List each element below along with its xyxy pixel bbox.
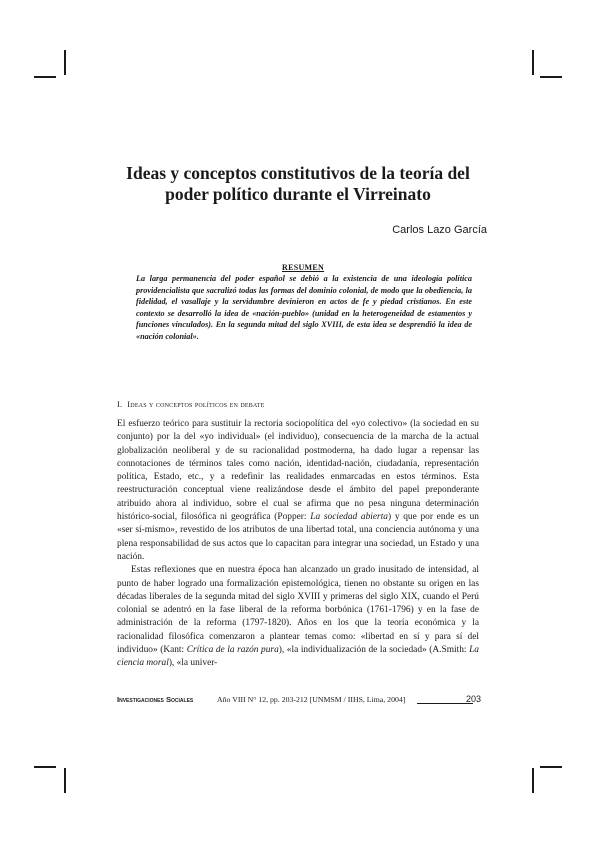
crop-mark (64, 768, 66, 793)
crop-mark (34, 76, 56, 78)
body-text (117, 418, 479, 671)
journal-name: Investigaciones Sociales (117, 695, 194, 704)
crop-mark (540, 766, 562, 768)
crop-mark (64, 50, 66, 75)
footer-rule (417, 703, 473, 704)
paragraph: El esfuerzo teórico para sustituir la rectoría sociopolítica del «yo colectivo» (la sociedad en su conjunto) por la del «yo individual» (el individuo), consecuencia de la marcha de la actual globalización neoliberal y de su racionalidad postmoderna, ha dado lugar a repensar las connotaciones de términos tales como nación, identidad-nación, ciudadanía, representación política, Estado, etc., y a redefinir las realidades enmarcadas en estos términos. Esta reestructuración conceptual viene realizándose desde el ámbito del papel preponderante atribuido ahora al individuo, sobre el cual se afirma que no pesa ninguna determinación histórico-social, filosófica ni geográfica (Popper: La sociedad abierta) y que por ende es un «ser sí-mismo», revestido de los atributos de una libertad total, una conciencia autónoma y una plena responsabilidad de sus actos que lo capacitan para integrar una sociedad, un Estado y una nación. (117, 419, 479, 562)
section-heading (117, 400, 265, 409)
author-name: Carlos Lazo García (392, 224, 487, 236)
abstract-heading: RESUMEN (282, 263, 325, 272)
crop-mark (540, 76, 562, 78)
page-number: 203 (465, 694, 481, 704)
crop-mark (532, 50, 534, 75)
crop-mark (34, 766, 56, 768)
page-footer (117, 695, 479, 709)
crop-mark (532, 768, 534, 793)
abstract-text: La larga permanencia del poder español se debió a la existencia de una ideología política providencialista que sacralizó todas las formas del dominio colonial, de modo que la obediencia, la fidelidad, el vasallaje y la servidumbre devinieron en actos de fe y piedad cristianos. En este contexto se desarrolló la idea de «nación-pueblo» (unidad en la heterogeneidad de estamentos y funciones vinculados). En la segunda mitad del siglo XVIII, de esta idea se desprendió la idea de «nación colonial». (136, 274, 472, 341)
article-title: Ideas y conceptos constitutivos de la teoría del poder político durante el Virreinato (126, 163, 470, 204)
section-title: Ideas y conceptos políticos en debate (127, 400, 265, 409)
paragraph: Estas reflexiones que en nuestra época han alcanzado un grado inusitado de intensidad, al punto de haber logrado una formalización epistemológica, tienen no obstante su origen en las décadas liberales de la segunda mitad del siglo XVIII y primeras del siglo XIX, cuando el Perú colonial se adentró en la fase liberal de la reforma borbónica (1761-1796) y en la fase de administración de la reforma (1797-1820). Años en los que la teoría económica y la racionalidad filosófica comenzaron a plantear temas como: «libertad en sí y para sí del individuo» (Kant: Crítica de la razón pura), «la individualización de la sociedad» (A.Smith: La ciencia moral), «la univer- (117, 565, 479, 669)
issue-info: Año VIII N° 12, pp. 203-212 [UNMSM / IIHS, Lima, 2004] (217, 695, 406, 704)
section-number: I. (117, 400, 123, 409)
